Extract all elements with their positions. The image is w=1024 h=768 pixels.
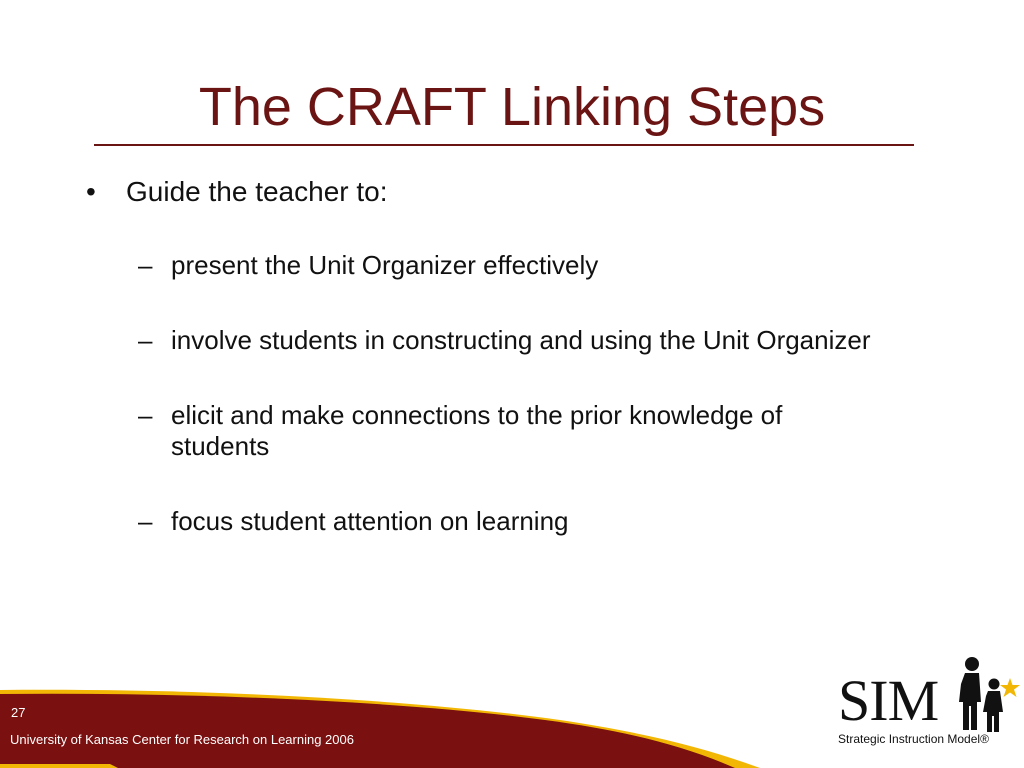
footer-credit: University of Kansas Center for Research on Learning 2006	[10, 732, 354, 747]
dash-symbol: –	[138, 506, 153, 536]
footer-band-shape	[0, 694, 735, 768]
sub-bullet-item	[138, 400, 871, 462]
sim-logo	[836, 654, 1020, 750]
sub-bullet-text: focus student attention on learning	[171, 506, 569, 536]
logo-tagline: Strategic Instruction Model®	[838, 732, 989, 746]
footer-band-edge	[0, 764, 118, 768]
dash-symbol: –	[138, 400, 153, 430]
sub-bullet-text: present the Unit Organizer effectively	[171, 250, 599, 280]
slide-content	[86, 172, 966, 581]
dash-symbol: –	[138, 250, 153, 280]
dash-symbol: –	[138, 325, 153, 355]
main-bullet	[86, 172, 966, 212]
logo-letters: SIM	[838, 668, 939, 733]
sub-bullet-item	[138, 250, 966, 281]
sub-bullet-item	[138, 325, 966, 356]
slide-title: The CRAFT Linking Steps	[198, 77, 826, 137]
sub-bullet-text: involve students in constructing and using the Unit Organizer	[171, 325, 871, 355]
bullet-text: Guide the teacher to:	[126, 176, 388, 207]
sub-bullet-text: elicit and make connections to the prior knowledge of students	[171, 400, 783, 461]
star-icon	[1000, 678, 1020, 697]
title-divider	[94, 144, 914, 146]
people-figures-icon	[956, 654, 1020, 734]
sub-bullet-list	[86, 250, 966, 537]
slide-number: 27	[11, 705, 26, 720]
sub-bullet-item	[138, 506, 966, 537]
bullet-symbol: •	[86, 176, 96, 207]
